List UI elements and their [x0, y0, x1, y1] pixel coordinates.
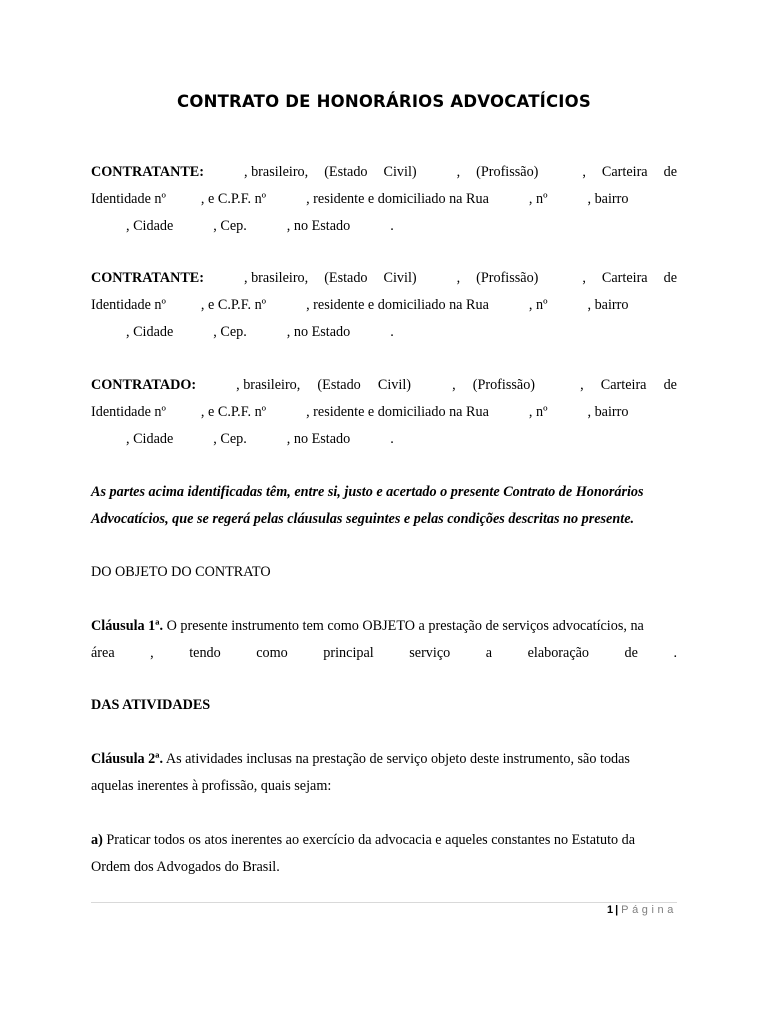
- party-text: (Profissão): [476, 270, 539, 286]
- intro-paragraph: [91, 479, 677, 533]
- party-line-1: [91, 159, 677, 186]
- clausula-text: O presente instrumento tem como OBJETO a prestação de serviços advocatícios, na: [163, 618, 644, 634]
- party-text: .: [390, 218, 394, 234]
- party-text: Civil): [383, 164, 417, 180]
- party-text: , e C.P.F. nº: [200, 297, 267, 313]
- clausula-word: de: [624, 645, 638, 661]
- party-text: , no Estado: [286, 431, 351, 447]
- party-text: ,: [456, 164, 461, 180]
- clausula-word: principal: [323, 645, 374, 661]
- party-text: , e C.P.F. nº: [200, 404, 267, 420]
- item-text: Praticar todos os atos inerentes ao exercício da advocacia e aqueles constantes no Estatuto da: [102, 832, 636, 848]
- party-line-1: [91, 372, 677, 399]
- party-text: , no Estado: [286, 218, 351, 234]
- party-text: ,: [582, 164, 586, 180]
- clausula-1-line-1: [91, 613, 677, 640]
- intro-line-1: As partes acima identificadas têm, entre si, justo e acertado o presente Contrato de Honorários: [91, 484, 644, 500]
- party-text: Carteira: [601, 270, 648, 286]
- party-text: Carteira: [601, 164, 648, 180]
- party-text: , nº: [528, 404, 548, 420]
- clausula-1: [91, 613, 677, 667]
- party-text: , nº: [528, 297, 548, 313]
- clausula-label: Cláusula 2ª.: [91, 751, 164, 767]
- party-line-3: [126, 319, 677, 346]
- clausula-label: Cláusula 1ª.: [91, 618, 164, 634]
- party-text: , brasileiro,: [236, 377, 301, 393]
- item-a-line-2: Ordem dos Advogados do Brasil.: [91, 859, 280, 875]
- party-block-2: [91, 265, 677, 346]
- party-text: (Profissão): [472, 377, 536, 393]
- party-text: (Profissão): [476, 164, 539, 180]
- party-text: , residente e domiciliado na Rua: [306, 297, 489, 313]
- clausula-word: ,: [150, 645, 154, 661]
- party-text: (Estado: [324, 164, 368, 180]
- party-text: ,: [580, 377, 584, 393]
- clausula-word: .: [673, 645, 677, 661]
- clausula-word: tendo: [189, 645, 221, 661]
- clausula-word: a: [485, 645, 493, 661]
- party-line-1: [91, 265, 677, 292]
- section-heading-atividades: DAS ATIVIDADES: [91, 697, 211, 713]
- party-text: ,: [456, 270, 461, 286]
- clausula-word: área: [91, 645, 115, 661]
- party-line-2: [91, 292, 677, 319]
- party-text: de: [663, 377, 677, 393]
- party-text: de: [663, 164, 677, 180]
- page-number: 1: [606, 904, 614, 916]
- party-text: , Cidade: [126, 218, 174, 234]
- party-line-2: [91, 186, 677, 213]
- party-text: .: [390, 324, 394, 340]
- party-text: Civil): [383, 270, 417, 286]
- party-text: , residente e domiciliado na Rua: [306, 404, 489, 420]
- party-text: , brasileiro,: [243, 270, 309, 286]
- footer-separator: |: [615, 904, 619, 916]
- party-text: , bairro: [587, 297, 629, 313]
- clausula-word: serviço: [409, 645, 451, 661]
- party-text: Identidade nº: [91, 404, 166, 420]
- item-a-line-1: [91, 827, 677, 854]
- party-line-3: [126, 426, 677, 453]
- clausula-word: como: [256, 645, 288, 661]
- party-text: Civil): [377, 377, 411, 393]
- party-text: , bairro: [587, 404, 629, 420]
- party-text: (Estado: [324, 270, 368, 286]
- clausula-2-line-1: [91, 746, 677, 773]
- item-label: a): [91, 832, 103, 848]
- party-text: Carteira: [600, 377, 647, 393]
- party-label: CONTRATADO:: [91, 377, 197, 393]
- party-label: CONTRATANTE:: [91, 270, 204, 286]
- party-block-3: [91, 372, 677, 453]
- page-word: Página: [621, 904, 677, 916]
- document-title: CONTRATO DE HONORÁRIOS ADVOCATÍCIOS: [177, 92, 591, 111]
- footer-divider: [91, 902, 677, 903]
- party-text: , e C.P.F. nº: [200, 191, 267, 207]
- party-text: , no Estado: [286, 324, 351, 340]
- party-block-1: [91, 159, 677, 240]
- party-text: , Cep.: [213, 431, 247, 447]
- clausula-2: [91, 746, 677, 800]
- party-text: , bairro: [587, 191, 629, 207]
- party-text: ,: [582, 270, 586, 286]
- party-text: , Cep.: [213, 218, 247, 234]
- party-text: , Cidade: [126, 324, 174, 340]
- party-text: , residente e domiciliado na Rua: [306, 191, 489, 207]
- party-text: , Cep.: [213, 324, 247, 340]
- section-heading-objeto: DO OBJETO DO CONTRATO: [91, 564, 271, 580]
- party-line-3: [126, 213, 677, 240]
- party-text: ,: [452, 377, 456, 393]
- item-a: [91, 827, 677, 881]
- party-label: CONTRATANTE:: [91, 164, 204, 180]
- clausula-1-line-2: [91, 640, 677, 667]
- party-text: Identidade nº: [91, 297, 166, 313]
- party-text: , nº: [528, 191, 548, 207]
- party-text: de: [663, 270, 677, 286]
- clausula-2-line-2: aquelas inerentes à profissão, quais sejam:: [91, 778, 332, 794]
- party-text: , brasileiro,: [243, 164, 309, 180]
- page-footer: [607, 903, 677, 917]
- intro-line-2: Advocatícios, que se regerá pelas cláusulas seguintes e pelas condições descritas no presente.: [91, 511, 635, 527]
- clausula-text: As atividades inclusas na prestação de serviço objeto deste instrumento, são todas: [163, 751, 630, 767]
- party-line-2: [91, 399, 677, 426]
- party-text: .: [390, 431, 394, 447]
- party-text: Identidade nº: [91, 191, 166, 207]
- party-text: , Cidade: [126, 431, 174, 447]
- clausula-word: elaboração: [527, 645, 590, 661]
- party-text: (Estado: [317, 377, 361, 393]
